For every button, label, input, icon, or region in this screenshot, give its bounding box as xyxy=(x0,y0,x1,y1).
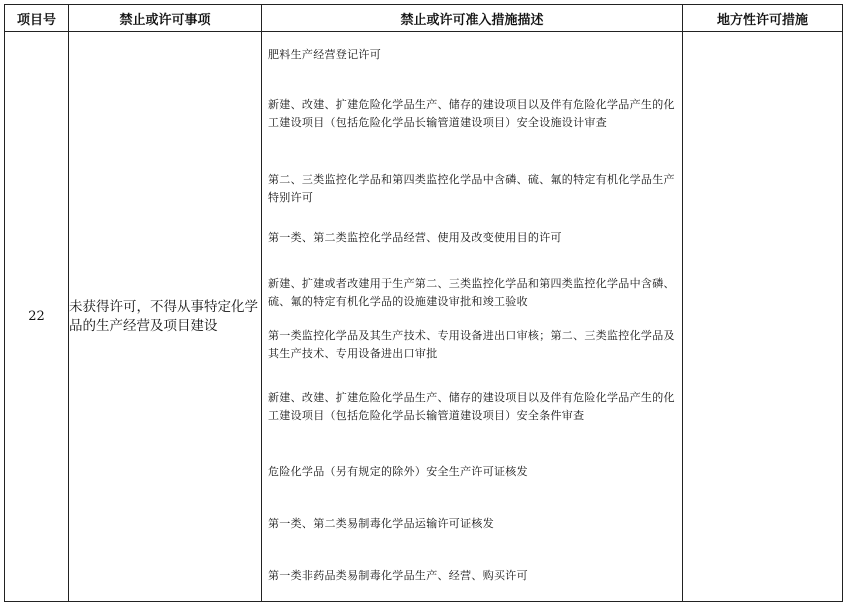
measure-item: 第一类监控化学品及其生产技术、专用设备进出口审核；第二、三类监控化学品及其生产技术、专用设备进出口审批 xyxy=(268,329,675,360)
measure-item: 第一类、第二类易制毒化学品运输许可证核发 xyxy=(268,517,494,530)
measure-item: 第一类非药品类易制毒化学品生产、经营、购买许可 xyxy=(268,569,528,582)
measure-item: 第二、三类监控化学品和第四类监控化学品中含磷、硫、氟的特定有机化学品生产特别许可 xyxy=(268,173,675,204)
row-measure-list xyxy=(262,32,683,602)
header-permit-item: 禁止或许可事项 xyxy=(69,5,262,32)
row-local-measures xyxy=(683,32,843,602)
header-item-number: 项目号 xyxy=(5,5,69,32)
measure-item: 危险化学品（另有规定的除外）安全生产许可证核发 xyxy=(268,465,528,478)
header-row xyxy=(5,5,843,32)
header-local-measures: 地方性许可措施 xyxy=(683,5,843,32)
row-number: 22 xyxy=(5,32,69,602)
measure-item: 肥料生产经营登记许可 xyxy=(268,48,381,61)
measure-item: 新建、扩建或者改建用于生产第二、三类监控化学品和第四类监控化学品中含磷、硫、氟的特定有机化学品的设施建设审批和竣工验收 xyxy=(268,277,675,308)
row-permit-item: 未获得许可，不得从事特定化学品的生产经营及项目建设 xyxy=(69,32,262,602)
measure-item: 新建、改建、扩建危险化学品生产、储存的建设项目以及伴有危险化学品产生的化工建设项目（包括危险化学品长输管道建设项目）安全条件审查 xyxy=(268,391,675,422)
header-measure-description: 禁止或许可准入措施描述 xyxy=(262,5,683,32)
permit-table xyxy=(4,4,843,602)
measure-item: 第一类、第二类监控化学品经营、使用及改变使用目的许可 xyxy=(268,231,562,244)
measure-item: 新建、改建、扩建危险化学品生产、储存的建设项目以及伴有危险化学品产生的化工建设项目（包括危险化学品长输管道建设项目）安全设施设计审查 xyxy=(268,98,675,129)
table-row xyxy=(5,32,843,602)
